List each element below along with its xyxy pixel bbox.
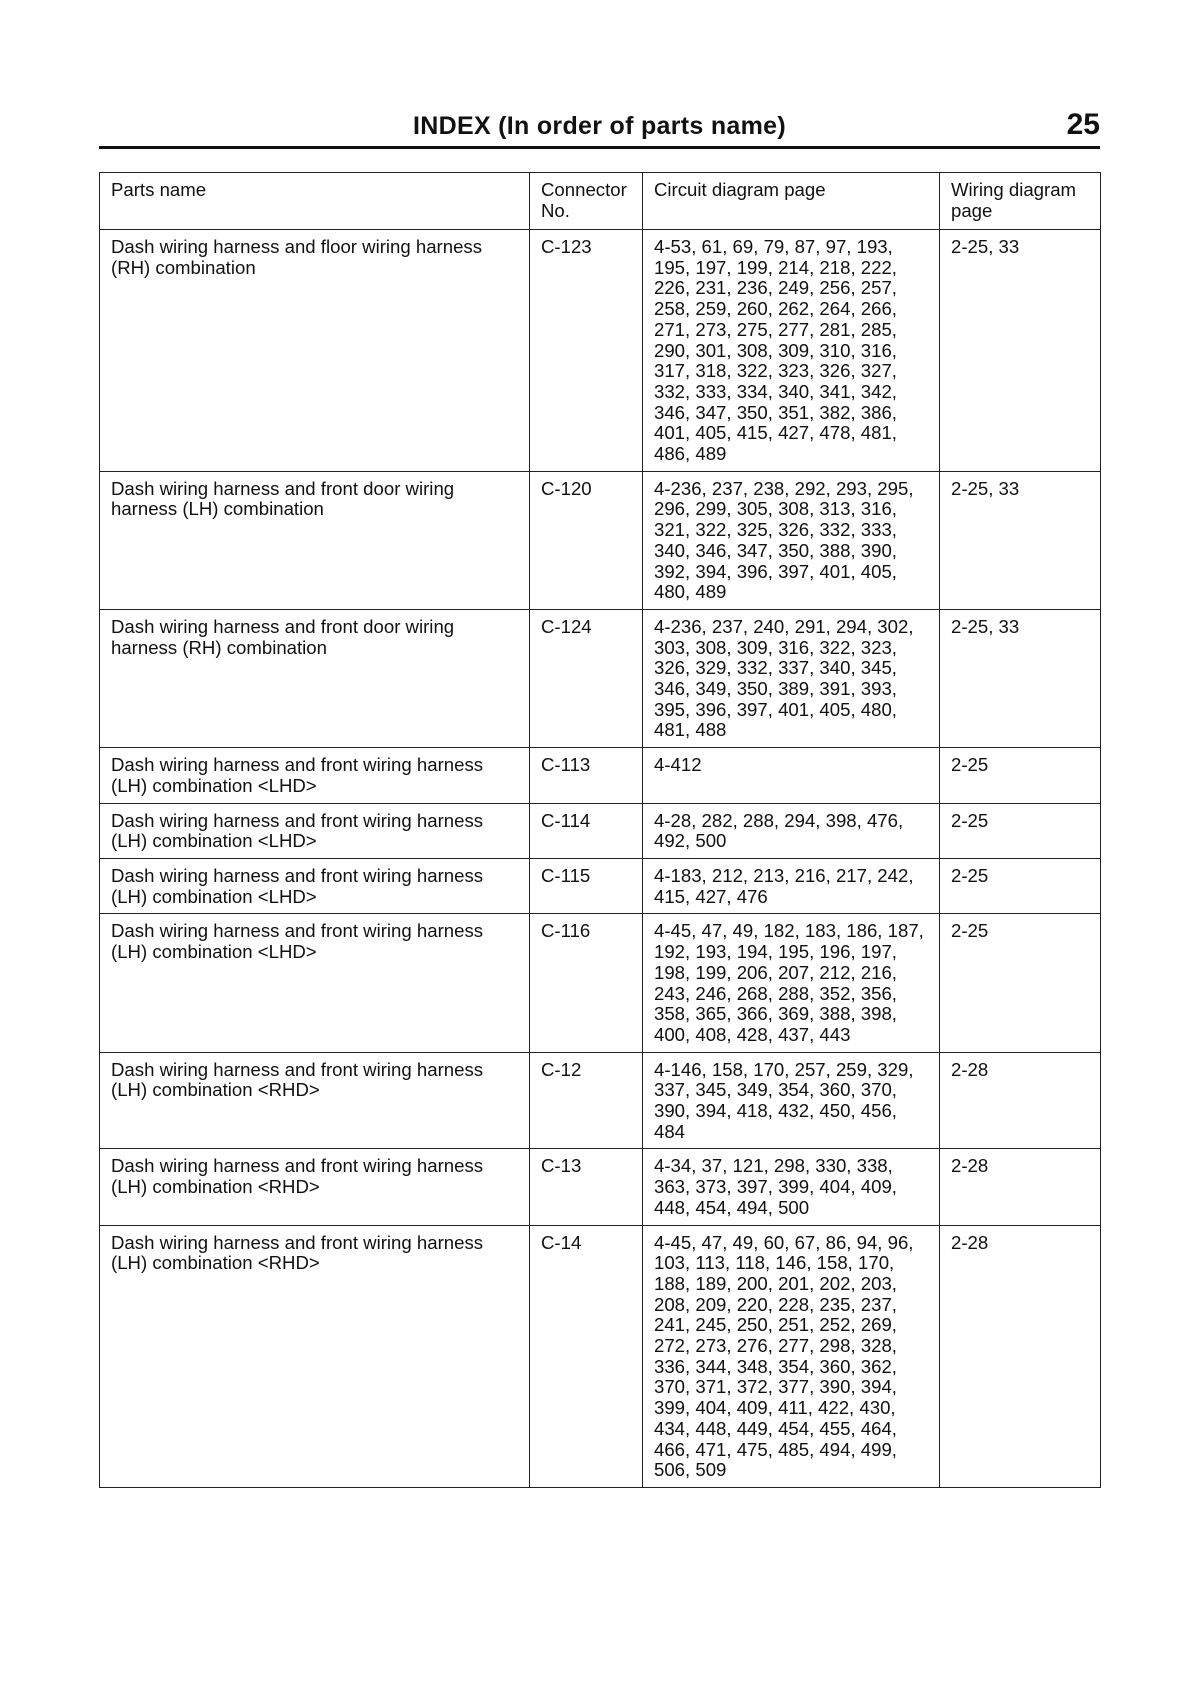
wiring-page-cell: 2-25 [940, 914, 1101, 1052]
parts-name-cell: Dash wiring harness and front wiring harness (LH) combination <LHD> [100, 803, 530, 858]
parts-name-cell: Dash wiring harness and front wiring harness (LH) combination <LHD> [100, 748, 530, 803]
parts-name-cell: Dash wiring harness and front wiring harness (LH) combination <RHD> [100, 1225, 530, 1487]
circuit-page-cell: 4-28, 282, 288, 294, 398, 476, 492, 500 [643, 803, 940, 858]
parts-name-cell: Dash wiring harness and front wiring harness (LH) combination <RHD> [100, 1052, 530, 1149]
column-header-connector-no: Connector No. [530, 173, 643, 230]
table-row [100, 471, 1101, 609]
connector-cell: C-14 [530, 1225, 643, 1487]
circuit-page-cell: 4-146, 158, 170, 257, 259, 329, 337, 345, 349, 354, 360, 370, 390, 394, 418, 432, 450, 456, 484 [643, 1052, 940, 1149]
wiring-page-cell: 2-25, 33 [940, 230, 1101, 472]
connector-cell: C-12 [530, 1052, 643, 1149]
table-row [100, 1149, 1101, 1225]
table-header-row [100, 173, 1101, 230]
circuit-page-cell: 4-53, 61, 69, 79, 87, 97, 193, 195, 197, 199, 214, 218, 222, 226, 231, 236, 249, 256, 257, 258, 259, 260, 262, 264, 266, 271, 273, 275, 277, 281, 285, 290, 301, 308, 309, 310, 316, 317, 318, 322, 323, 326, 327, 332, 333, 334, 340, 341, 342, 346, 347, 350, 351, 382, 386, 401, 405, 415, 427, 478, 481, 486, 489 [643, 230, 940, 472]
connector-cell: C-116 [530, 914, 643, 1052]
connector-cell: C-113 [530, 748, 643, 803]
page-header [99, 108, 1100, 148]
connector-cell: C-115 [530, 858, 643, 913]
parts-name-cell: Dash wiring harness and floor wiring harness (RH) combination [100, 230, 530, 472]
wiring-page-cell: 2-25 [940, 803, 1101, 858]
page-title: INDEX (In order of parts name) [413, 112, 786, 140]
table-row [100, 1225, 1101, 1487]
parts-name-cell: Dash wiring harness and front wiring harness (LH) combination <LHD> [100, 914, 530, 1052]
circuit-page-cell: 4-236, 237, 238, 292, 293, 295, 296, 299, 305, 308, 313, 316, 321, 322, 325, 326, 332, 333, 340, 346, 347, 350, 388, 390, 392, 394, 396, 397, 401, 405, 480, 489 [643, 471, 940, 609]
circuit-page-cell: 4-34, 37, 121, 298, 330, 338, 363, 373, 397, 399, 404, 409, 448, 454, 494, 500 [643, 1149, 940, 1225]
circuit-page-cell: 4-45, 47, 49, 60, 67, 86, 94, 96, 103, 113, 118, 146, 158, 170, 188, 189, 200, 201, 202, 203, 208, 209, 220, 228, 235, 237, 241, 245, 250, 251, 252, 269, 272, 273, 276, 277, 298, 328, 336, 344, 348, 354, 360, 362, 370, 371, 372, 377, 390, 394, 399, 404, 409, 411, 422, 430, 434, 448, 449, 454, 455, 464, 466, 471, 475, 485, 494, 499, 506, 509 [643, 1225, 940, 1487]
wiring-page-cell: 2-28 [940, 1225, 1101, 1487]
connector-cell: C-13 [530, 1149, 643, 1225]
parts-name-cell: Dash wiring harness and front wiring harness (LH) combination <LHD> [100, 858, 530, 913]
wiring-page-cell: 2-25 [940, 858, 1101, 913]
parts-name-cell: Dash wiring harness and front door wiring harness (RH) combination [100, 609, 530, 747]
wiring-page-cell: 2-25 [940, 748, 1101, 803]
circuit-page-cell: 4-45, 47, 49, 182, 183, 186, 187, 192, 193, 194, 195, 196, 197, 198, 199, 206, 207, 212, 216, 243, 246, 268, 288, 352, 356, 358, 365, 366, 369, 388, 398, 400, 408, 428, 437, 443 [643, 914, 940, 1052]
parts-name-cell: Dash wiring harness and front wiring harness (LH) combination <RHD> [100, 1149, 530, 1225]
circuit-page-cell: 4-183, 212, 213, 216, 217, 242, 415, 427, 476 [643, 858, 940, 913]
column-header-circuit-diagram-page: Circuit diagram page [643, 173, 940, 230]
table-row [100, 230, 1101, 472]
wiring-page-cell: 2-25, 33 [940, 609, 1101, 747]
table-row [100, 748, 1101, 803]
circuit-page-cell: 4-412 [643, 748, 940, 803]
connector-cell: C-114 [530, 803, 643, 858]
connector-cell: C-120 [530, 471, 643, 609]
connector-cell: C-124 [530, 609, 643, 747]
parts-name-cell: Dash wiring harness and front door wiring harness (LH) combination [100, 471, 530, 609]
table-row [100, 858, 1101, 913]
page-number: 25 [1066, 108, 1100, 141]
wiring-page-cell: 2-28 [940, 1052, 1101, 1149]
parts-index-table [99, 172, 1101, 1488]
wiring-page-cell: 2-25, 33 [940, 471, 1101, 609]
circuit-page-cell: 4-236, 237, 240, 291, 294, 302, 303, 308, 309, 316, 322, 323, 326, 329, 332, 337, 340, 345, 346, 349, 350, 389, 391, 393, 395, 396, 397, 401, 405, 480, 481, 488 [643, 609, 940, 747]
column-header-parts-name: Parts name [100, 173, 530, 230]
column-header-wiring-diagram-page: Wiring diagram page [940, 173, 1101, 230]
table-row [100, 1052, 1101, 1149]
table-row [100, 609, 1101, 747]
connector-cell: C-123 [530, 230, 643, 472]
table-row [100, 914, 1101, 1052]
header-rule [99, 146, 1100, 149]
table-row [100, 803, 1101, 858]
wiring-page-cell: 2-28 [940, 1149, 1101, 1225]
